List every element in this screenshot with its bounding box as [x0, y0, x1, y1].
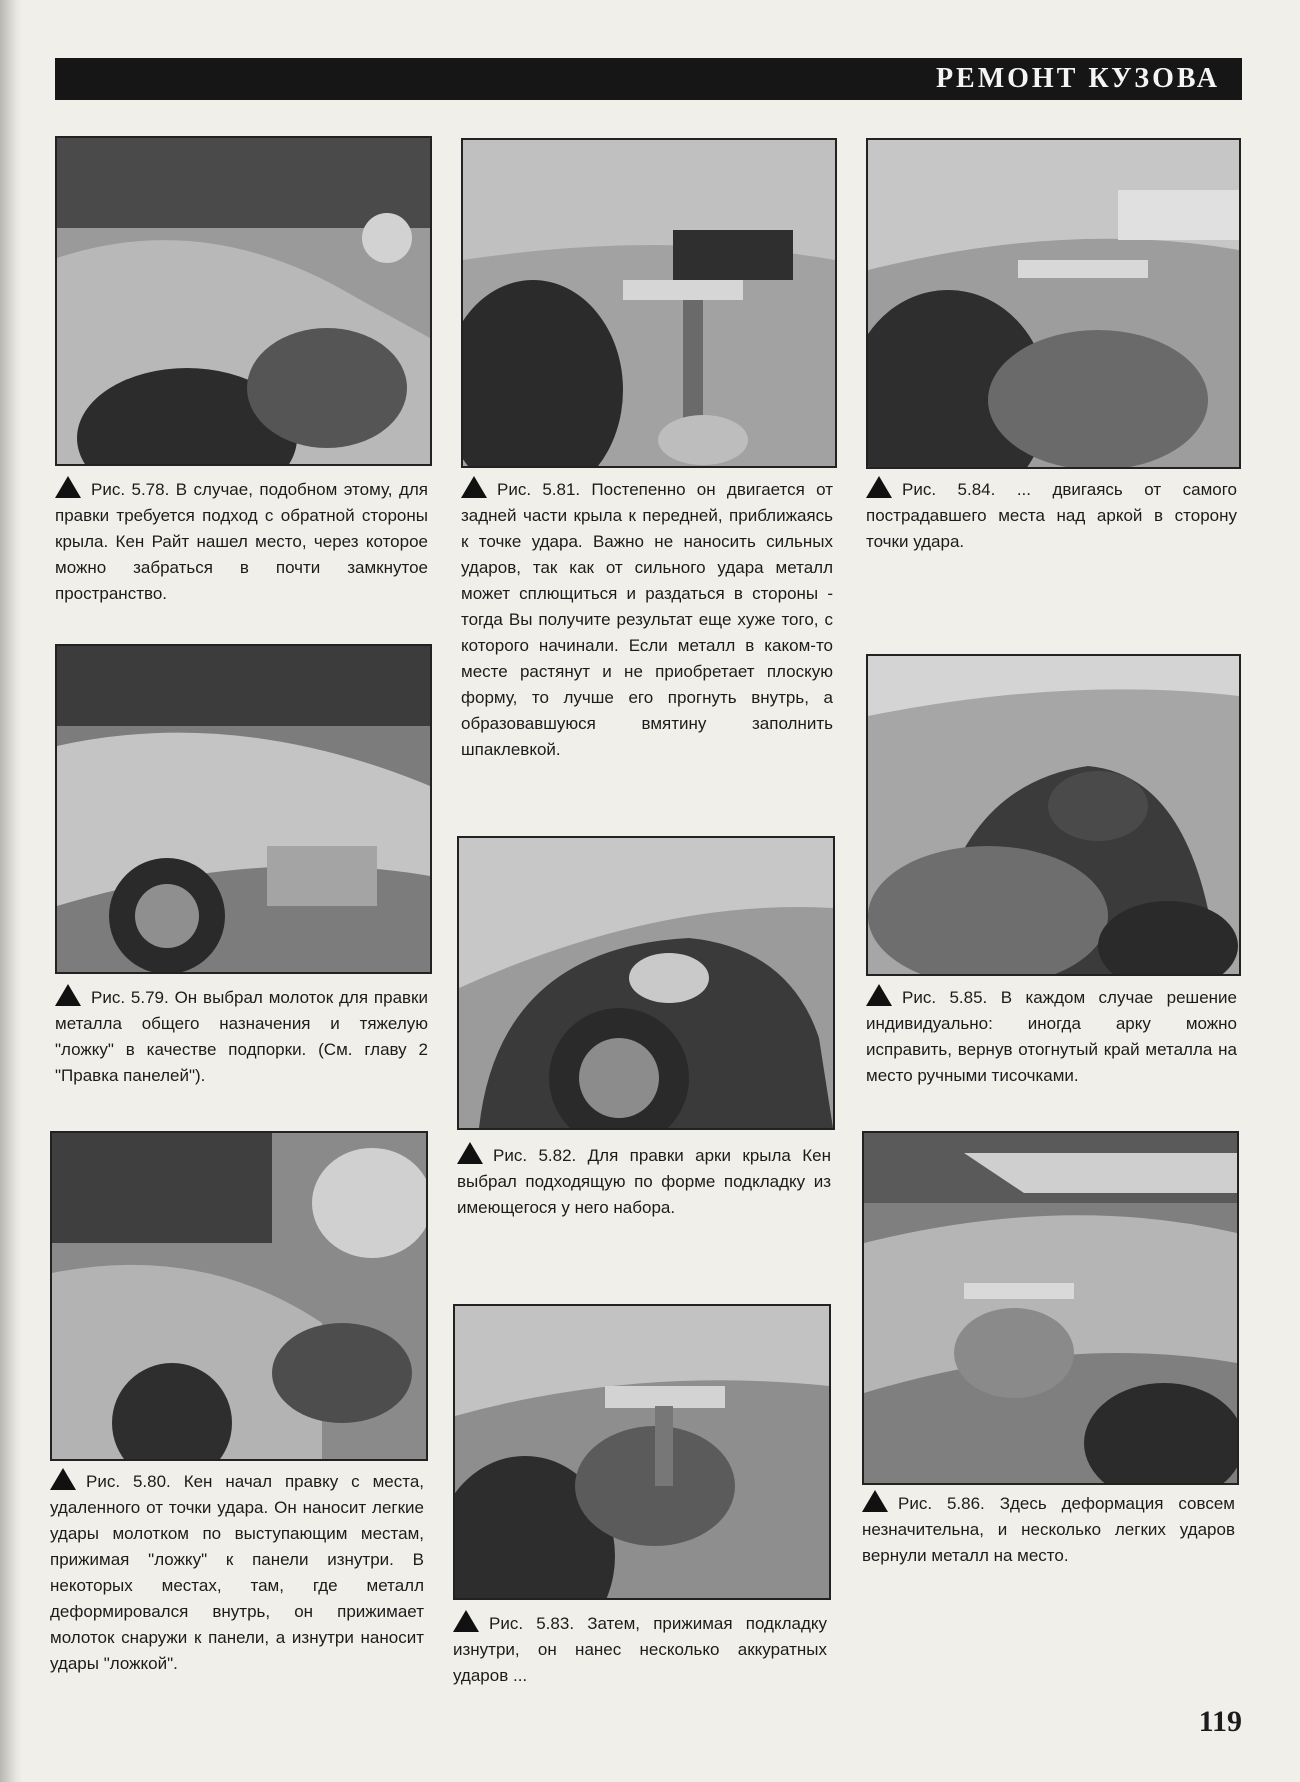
triangle-marker-icon [453, 1610, 479, 1632]
caption-fig-5-79: Рис. 5.79. Он выбрал молоток для правки металла общего назначения и тяжелую "ложку" в качестве подпорки. (См. главу 2 "Правка панелей"). [55, 984, 428, 1089]
photo-fig-5-81 [461, 138, 837, 468]
triangle-marker-icon [457, 1142, 483, 1164]
section-title: РЕМОНТ КУЗОВА [935, 63, 1220, 94]
caption-fig-5-84: Рис. 5.84. ... двигаясь от самого пострадавшего места над аркой в сторону точки удара. [866, 476, 1237, 555]
caption-fig-5-83: Рис. 5.83. Затем, прижимая подкладку изнутри, он нанес несколько аккуратных ударов ... [453, 1610, 827, 1689]
page-number: 119 [1198, 1705, 1242, 1738]
caption-fig-5-85: Рис. 5.85. В каждом случае решение индивидуально: иногда арку можно исправить, вернув отогнутый край металла на место ручными тисочками. [866, 984, 1237, 1089]
triangle-marker-icon [55, 476, 81, 498]
photo-fig-5-85 [866, 654, 1241, 976]
caption-fig-5-81: Рис. 5.81. Постепенно он двигается от задней части крыла к передней, приближаясь к точке удара. Важно не наносить сильных ударов, так как от сильного удара металл может сплющиться и раздаться в стороны - тогда Вы получите результат еще хуже того, с которого начинали. Если металл в каком-то месте растянут и не приобретает плоскую форму, то лучше его прогнуть внутрь, а образовавшуюся вмятину заполнить шпаклевкой. [461, 476, 833, 763]
caption-fig-5-78: Рис. 5.78. В случае, подобном этому, для правки требуется подход с обратной стороны крыла. Кен Райт нашел место, через которое можно забраться в почти замкнутое пространство. [55, 476, 428, 607]
photo-fig-5-80 [50, 1131, 428, 1461]
photo-fig-5-86 [862, 1131, 1239, 1485]
triangle-marker-icon [862, 1490, 888, 1512]
caption-fig-5-82: Рис. 5.82. Для правки арки крыла Кен выбрал подходящую по форме подкладку из имеющегося у него набора. [457, 1142, 831, 1221]
caption-fig-5-80: Рис. 5.80. Кен начал правку с места, удаленного от точки удара. Он наносит легкие удары молотком по выступающим местам, прижимая "ложку" к панели изнутри. В некоторых местах, там, где металл деформировался внутрь, он прижимает молоток снаружи к панели, а изнутри наносит удары "ложкой". [50, 1468, 424, 1677]
photo-fig-5-84 [866, 138, 1241, 469]
photo-fig-5-79 [55, 644, 432, 974]
section-header-bar [55, 58, 1242, 100]
page-binding-shadow [0, 0, 22, 1782]
triangle-marker-icon [866, 984, 892, 1006]
triangle-marker-icon [866, 476, 892, 498]
triangle-marker-icon [461, 476, 487, 498]
photo-fig-5-82 [457, 836, 835, 1130]
caption-fig-5-86: Рис. 5.86. Здесь деформация совсем незначительна, и несколько легких ударов вернули металл на место. [862, 1490, 1235, 1569]
photo-fig-5-78 [55, 136, 432, 466]
photo-fig-5-83 [453, 1304, 831, 1600]
triangle-marker-icon [50, 1468, 76, 1490]
triangle-marker-icon [55, 984, 81, 1006]
